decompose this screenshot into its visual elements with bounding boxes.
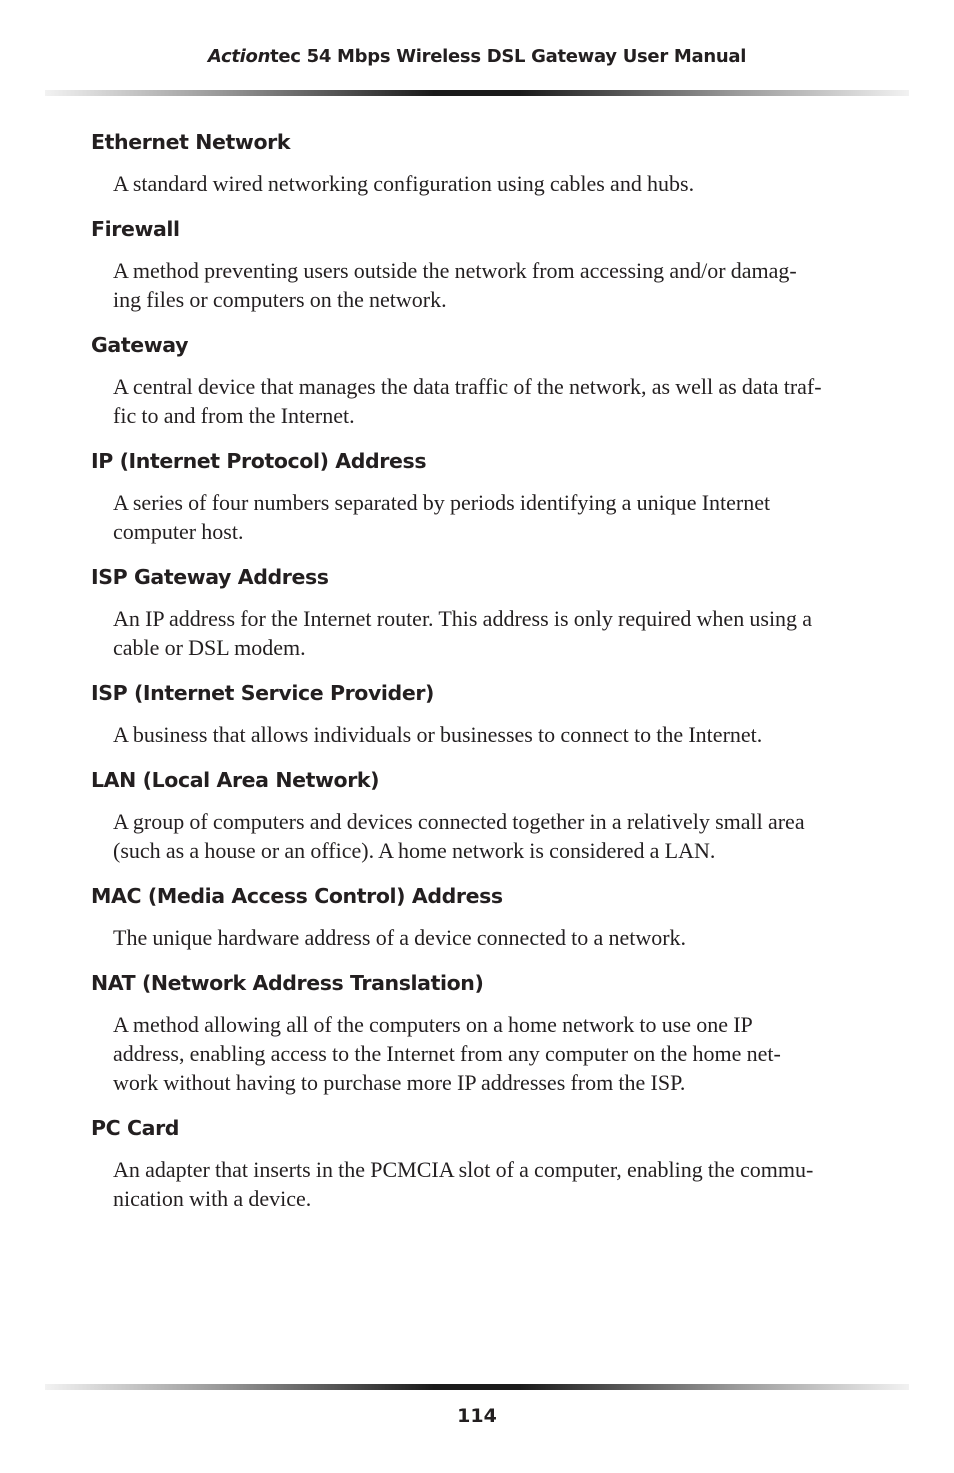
header-rule [45,90,909,96]
glossary-entry [91,969,871,1097]
glossary-term: Gateway [91,333,189,357]
glossary-term: MAC (Media Access Control) Address [91,884,503,908]
glossary-definition [113,1155,865,1213]
glossary-entry [91,563,871,662]
glossary-term: ISP Gateway Address [91,565,329,589]
page-header-title [0,46,954,67]
header-brand-italic: Action [207,46,271,67]
glossary-definition [113,720,865,749]
header-title-rest: tec 54 Mbps Wireless DSL Gateway User Manual [270,46,747,67]
definition-line: computer host. [113,519,244,544]
definition-line: A method allowing all of the computers on a home network to use one IP [113,1012,753,1037]
glossary-term: NAT (Network Address Translation) [91,971,484,995]
definition-line: An adapter that inserts in the PCMCIA slot of a computer, enabling the commu- [113,1157,814,1182]
definition-line: ing files or computers on the network. [113,287,447,312]
glossary-definition [113,1010,865,1097]
definition-line: An IP address for the Internet router. This address is only required when using a [113,606,813,631]
glossary-term: IP (Internet Protocol) Address [91,449,427,473]
definition-line: work without having to purchase more IP addresses from the ISP. [113,1070,686,1095]
glossary-entry [91,766,871,865]
definition-line: cable or DSL modem. [113,635,306,660]
glossary-entry [91,447,871,546]
definition-line: address, enabling access to the Internet from any computer on the home net- [113,1041,781,1066]
glossary-term: Firewall [91,217,180,241]
definition-line: A group of computers and devices connected together in a relatively small area [113,809,805,834]
page-number: 114 [457,1405,497,1427]
glossary-definition [113,488,865,546]
glossary-entry [91,331,871,430]
glossary-term: LAN (Local Area Network) [91,768,380,792]
definition-line: A business that allows individuals or businesses to connect to the Internet. [113,722,763,747]
glossary-entry [91,128,871,198]
definition-line: fic to and from the Internet. [113,403,355,428]
footer-rule [45,1384,909,1390]
definition-line: A method preventing users outside the network from accessing and/or damag- [113,258,797,283]
glossary-entry [91,882,871,952]
glossary-entry [91,1114,871,1213]
glossary-definition [113,372,865,430]
glossary-entry [91,215,871,314]
glossary-definition [113,604,865,662]
glossary-entry [91,679,871,749]
glossary-entries [91,128,871,1230]
glossary-term: ISP (Internet Service Provider) [91,681,435,705]
glossary-definition [113,169,865,198]
glossary-definition [113,923,865,952]
glossary-term: Ethernet Network [91,130,291,154]
glossary-term: PC Card [91,1116,180,1140]
definition-line: The unique hardware address of a device connected to a network. [113,925,687,950]
definition-line: A standard wired networking configuration using cables and hubs. [113,171,695,196]
definition-line: A series of four numbers separated by periods identifying a unique Internet [113,490,771,515]
glossary-definition [113,256,865,314]
definition-line: A central device that manages the data traffic of the network, as well as data traf- [113,374,822,399]
definition-line: (such as a house or an office). A home network is considered a LAN. [113,838,716,863]
glossary-definition [113,807,865,865]
definition-line: nication with a device. [113,1186,312,1211]
